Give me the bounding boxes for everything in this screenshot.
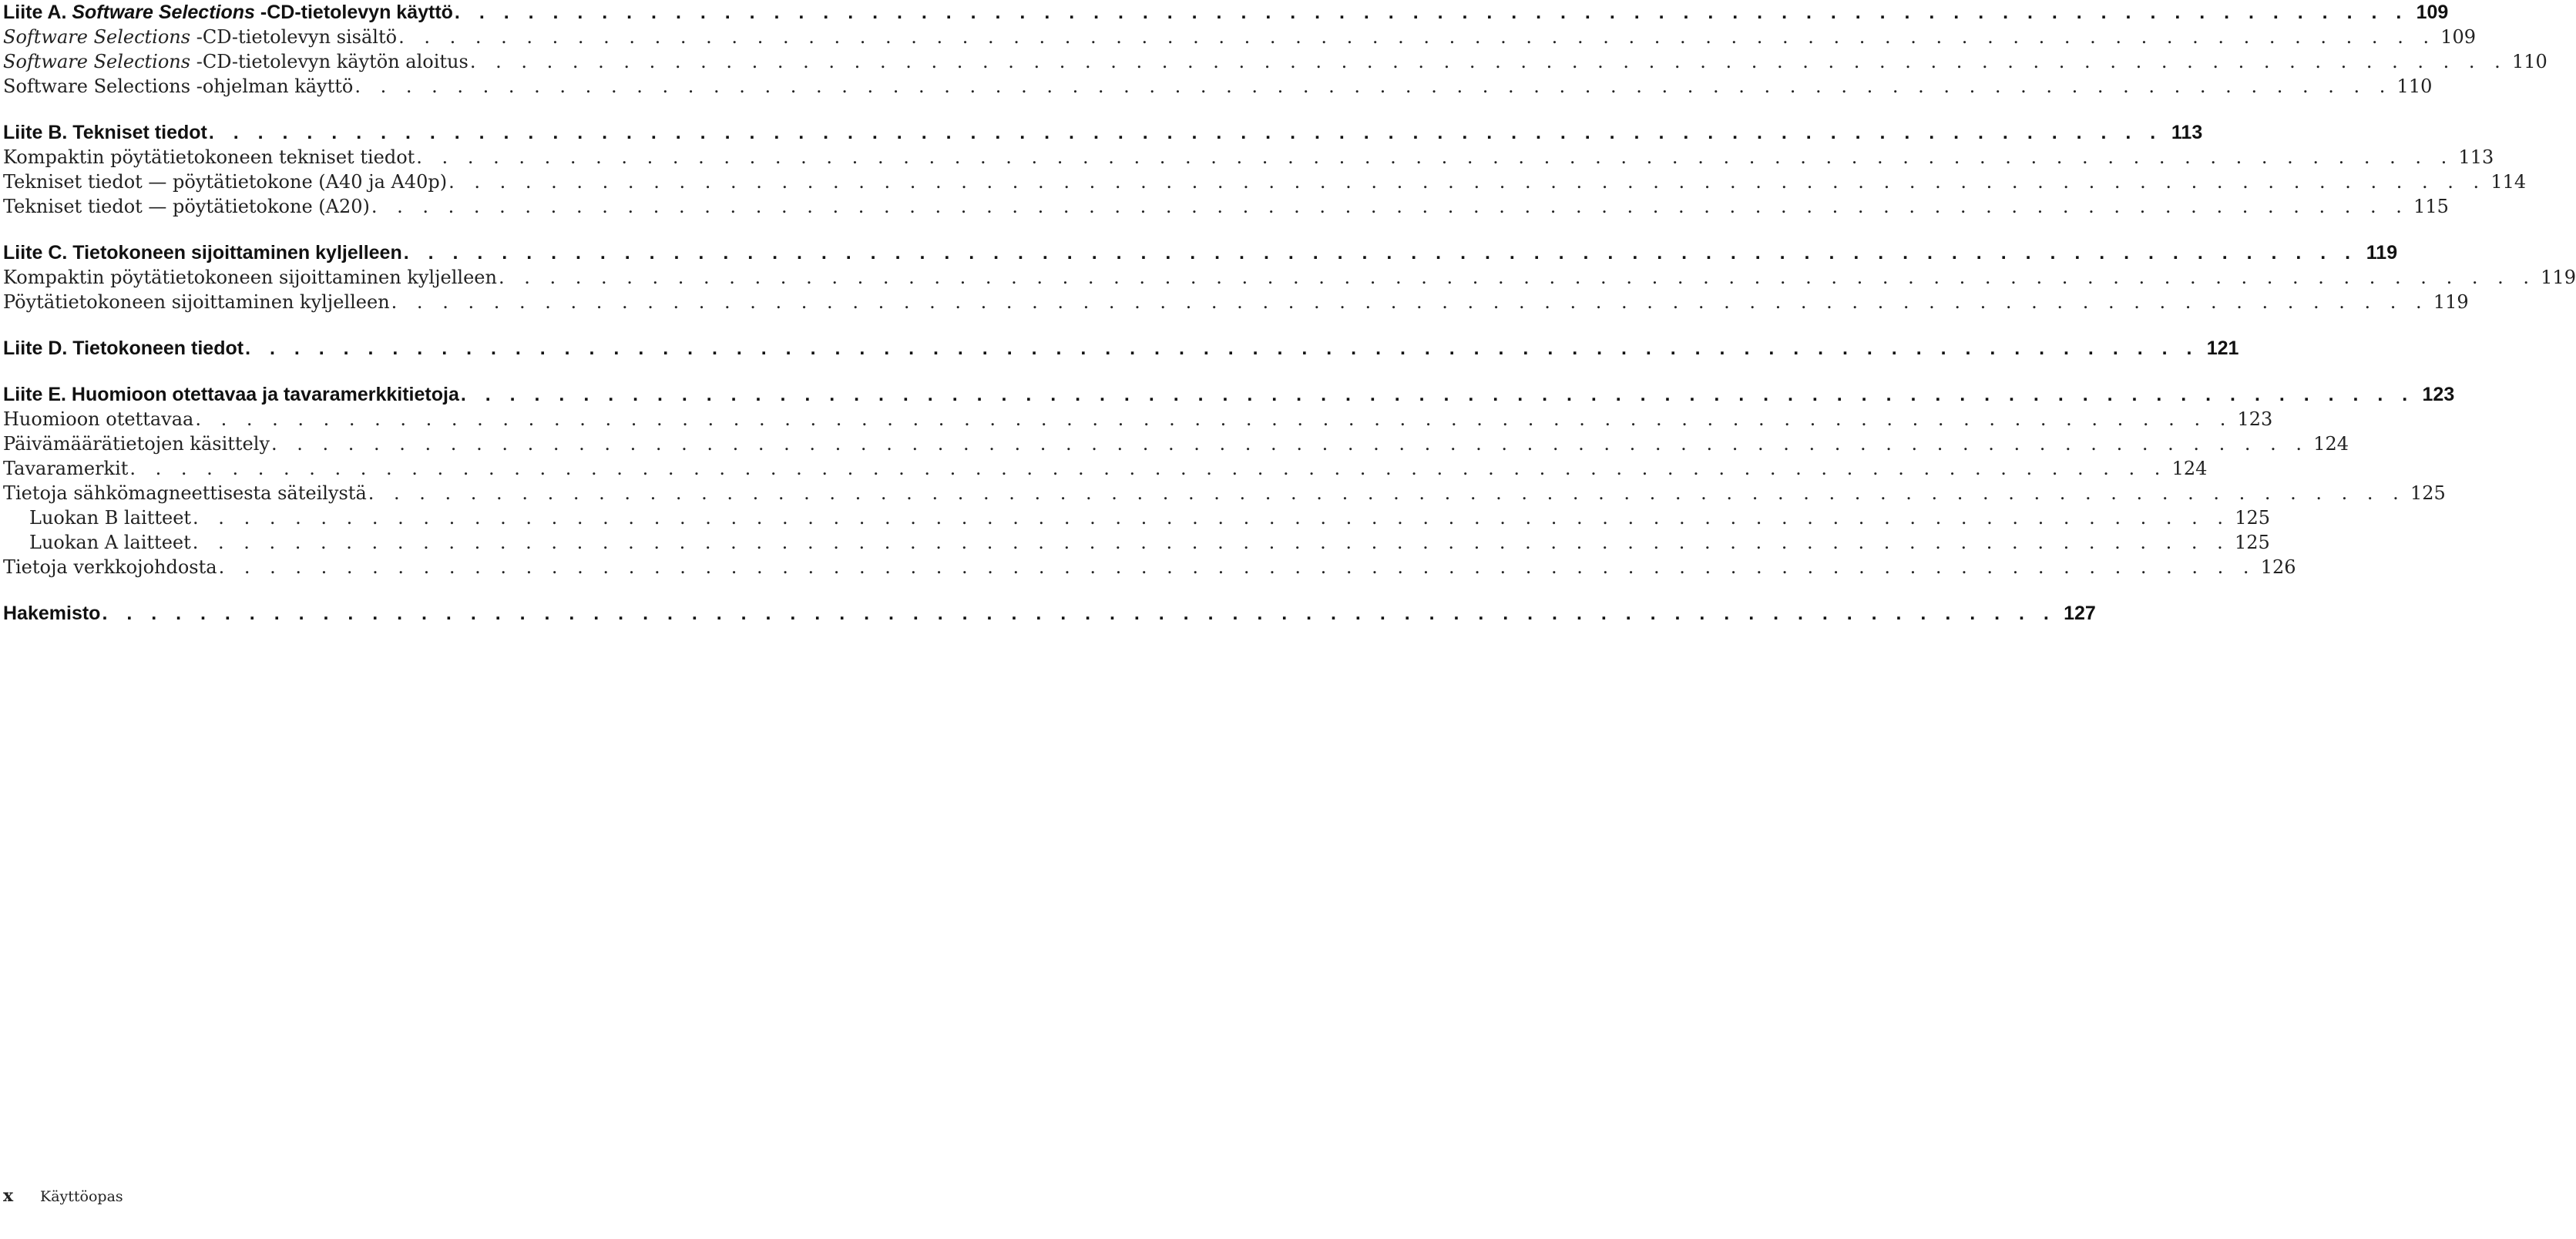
toc-page-number: 123: [2422, 384, 2455, 405]
dot-leader: . . . . . . . . . . . . . . . . . . . . . . . . . . . . . . . . . . . . . . . . . . . . . . . . . . . . . . . . . . . . . . . . . . . . . . . . . . . . . . . .: [391, 291, 2429, 313]
toc-group: [3, 601, 2096, 626]
toc-entry-title: [3, 25, 397, 49]
toc-entry-title: [3, 74, 353, 99]
toc-entry-title: [3, 49, 469, 74]
toc-page-number: 123: [2237, 408, 2273, 430]
toc-entry-title: [3, 194, 370, 219]
toc-entry-title-text: Software Selections -ohjelman käyttö: [3, 76, 354, 97]
toc-entry-title: [3, 382, 459, 407]
toc-group: [3, 336, 2239, 361]
toc-entry-title-text: Liite C. Tietokoneen sijoittaminen kyljelleen: [3, 242, 402, 264]
toc-entry[interactable]: [3, 456, 2208, 481]
dot-leader: . . . . . . . . . . . . . . . . . . . . . . . . . . . . . . . . . . . . . . . . . . . . . . . . . . . . . . . . . . . . . . . . . . . . . . . . . . . . . . . .: [416, 146, 2454, 168]
toc-entry-title-text: Luokan B laitteet: [29, 507, 192, 529]
dot-leader: . . . . . . . . . . . . . . . . . . . . . . . . . . . . . . . . . . . . . . . . . . . . . . . . . . . . . . . . . . . . . . . . . . . . . . . . . . . . . . . .: [448, 171, 2487, 193]
toc-page-number: 121: [2206, 337, 2239, 359]
toc-entry-title: [3, 407, 193, 431]
toc-entry-title-text: Päivämäärätietojen käsittely: [3, 433, 270, 455]
dot-leader: . . . . . . . . . . . . . . . . . . . . . . . . . . . . . . . . . . . . . . . . . . . . . . . . . . . . . . . . . . . . . . . . . . . . . . . . . . . . . . . .: [469, 51, 2507, 72]
toc-entry-title-text: Tavaramerkit: [3, 458, 129, 479]
toc-entry-title: [3, 555, 217, 579]
toc-entry-title-text: Tietoja sähkömagneettisesta säteilystä: [3, 482, 367, 504]
toc-entry-title-text: Liite D. Tietokoneen tiedot: [3, 337, 244, 359]
toc-page-number: 127: [2064, 603, 2096, 624]
toc-entry-title: [3, 120, 207, 145]
dot-leader: . . . . . . . . . . . . . . . . . . . . . . . . . . . . . . . . . . . . . . . . . . . . . . . . . . . . . . . . . . . . . . . . . . . . . . . . . . . . . . . .: [368, 482, 2406, 504]
dot-leader: . . . . . . . . . . . . . . . . . . . . . . . . . . . . . . . . . . . . . . . . . . . . . . . . . . . . . . . . . . . . . . . . . . . . . . . . . . . . . . . .: [498, 267, 2536, 288]
toc-group: [3, 0, 2547, 99]
dot-leader: . . . . . . . . . . . . . . . . . . . . . . . . . . . . . . . . . . . . . . . . . . . . . . . . . . . . . . . . . . . . . . . . . . . . . . . . . . . . . . . .: [403, 242, 2358, 264]
toc-page-number: 115: [2413, 196, 2449, 217]
toc-entry-title: [3, 145, 415, 170]
toc-page-number: 125: [2410, 482, 2446, 504]
toc-chapter-entry[interactable]: [3, 336, 2239, 361]
toc-group: [3, 382, 2455, 579]
toc-group: [3, 240, 2576, 314]
toc-entry[interactable]: [3, 407, 2273, 431]
dot-leader: . . . . . . . . . . . . . . . . . . . . . . . . . . . . . . . . . . . . . . . . . . . . . . . . . . . . . . . . . . . . . . . . . . . . . . . . . . . . . . . .: [218, 556, 2256, 578]
toc-entry-title-text: -CD-tietolevyn sisältö: [190, 26, 398, 48]
toc-entry[interactable]: [3, 145, 2494, 170]
toc-entry-title-text: Tekniset tiedot — pöytätietokone (A40 ja A40p): [3, 171, 448, 193]
footer-book-title: Käyttöopas: [40, 1188, 123, 1205]
toc-entry[interactable]: [3, 170, 2527, 194]
toc-entry-title-text: Liite E. Huomioon otettavaa ja tavaramerkkitietoja: [3, 384, 459, 405]
toc-entry-title: [3, 0, 453, 25]
toc-entry-title-emphasis: Software Selections: [3, 26, 191, 48]
toc-entry-title: [3, 170, 447, 194]
dot-leader: . . . . . . . . . . . . . . . . . . . . . . . . . . . . . . . . . . . . . . . . . . . . . . . . . . . . . . . . . . . . . . . . . . . . . . . . . . . . . . . .: [192, 532, 2230, 553]
toc-entry-title-text: Kompaktin pöytätietokoneen tekniset tiedot: [3, 146, 415, 168]
toc-entry-title-text: Huomioon otettavaa: [3, 408, 194, 430]
toc-entry-title: [3, 240, 402, 265]
toc-entry-title: [29, 505, 191, 530]
toc-page-number: 110: [2512, 51, 2547, 72]
toc-chapter-entry[interactable]: [3, 382, 2455, 407]
toc-entry[interactable]: [3, 194, 2449, 219]
toc-entry[interactable]: [3, 49, 2547, 74]
toc-entry-title-text: -CD-tietolevyn käyttö: [254, 2, 453, 23]
dot-leader: . . . . . . . . . . . . . . . . . . . . . . . . . . . . . . . . . . . . . . . . . . . . . . . . . . . . . . . . . . . . . . . . . . . . . . . . . . . . . . . .: [271, 433, 2309, 455]
toc-entry-title: [3, 290, 390, 314]
toc-entry[interactable]: [3, 25, 2477, 49]
toc-chapter-entry[interactable]: [3, 120, 2203, 145]
dot-leader: . . . . . . . . . . . . . . . . . . . . . . . . . . . . . . . . . . . . . . . . . . . . . . . . . . . . . . . . . . . . . . . . . . . . . . . . . . . . . . . .: [398, 26, 2437, 48]
toc-page-number: 124: [2171, 458, 2208, 479]
toc-entry-title: [3, 456, 128, 481]
toc-entry-title-text: Pöytätietokoneen sijoittaminen kyljelleen: [3, 291, 390, 313]
toc-page-number: 125: [2234, 532, 2270, 553]
table-of-contents: [3, 0, 2576, 647]
dot-leader: . . . . . . . . . . . . . . . . . . . . . . . . . . . . . . . . . . . . . . . . . . . . . . . . . . . . . . . . . . . . . . . . . . . . . . . . . . . . . . . .: [354, 76, 2393, 97]
dot-leader: . . . . . . . . . . . . . . . . . . . . . . . . . . . . . . . . . . . . . . . . . . . . . . . . . . . . . . . . . . . . . . . . . . . . . . . . . . . . . . . .: [102, 603, 2056, 624]
page-footer: [3, 1186, 123, 1206]
toc-entry[interactable]: [3, 530, 2270, 555]
toc-entry[interactable]: [3, 481, 2446, 505]
toc-page-number: 124: [2313, 433, 2349, 455]
toc-entry-title-text: -CD-tietolevyn käytön aloitus: [190, 51, 469, 72]
toc-entry[interactable]: [3, 290, 2469, 314]
dot-leader: . . . . . . . . . . . . . . . . . . . . . . . . . . . . . . . . . . . . . . . . . . . . . . . . . . . . . . . . . . . . . . . . . . . . . . . . . . . . . . . .: [454, 2, 2409, 23]
toc-entry-title-text: Liite A.: [3, 2, 72, 23]
toc-entry-title-emphasis: Software Selections: [72, 2, 255, 23]
toc-entry-title-emphasis: Software Selections: [3, 51, 191, 72]
dot-leader: . . . . . . . . . . . . . . . . . . . . . . . . . . . . . . . . . . . . . . . . . . . . . . . . . . . . . . . . . . . . . . . . . . . . . . . . . . . . . . . .: [208, 122, 2163, 143]
toc-chapter-entry[interactable]: [3, 601, 2096, 626]
toc-page-number: 110: [2396, 76, 2433, 97]
toc-entry-title: [3, 481, 367, 505]
toc-entry[interactable]: [3, 265, 2576, 290]
toc-entry-title-text: Tekniset tiedot — pöytätietokone (A20): [3, 196, 370, 217]
toc-entry-title: [3, 265, 497, 290]
toc-entry-title-text: Liite B. Tekniset tiedot: [3, 122, 207, 143]
toc-entry-title: [3, 601, 100, 626]
dot-leader: . . . . . . . . . . . . . . . . . . . . . . . . . . . . . . . . . . . . . . . . . . . . . . . . . . . . . . . . . . . . . . . . . . . . . . . . . . . . . . . .: [460, 384, 2415, 405]
toc-entry-title: [29, 530, 191, 555]
toc-page-number: 109: [2440, 26, 2477, 48]
toc-entry-title: [3, 336, 243, 361]
toc-entry-title-text: Kompaktin pöytätietokoneen sijoittaminen kyljelleen: [3, 267, 497, 288]
toc-chapter-entry[interactable]: [3, 240, 2398, 265]
toc-page-number: 119: [2541, 267, 2576, 288]
toc-page-number: 109: [2416, 2, 2449, 23]
toc-page-number: 114: [2490, 171, 2527, 193]
dot-leader: . . . . . . . . . . . . . . . . . . . . . . . . . . . . . . . . . . . . . . . . . . . . . . . . . . . . . . . . . . . . . . . . . . . . . . . . . . . . . . . .: [195, 408, 2233, 430]
toc-page-number: 126: [2260, 556, 2296, 578]
toc-page-number: 113: [2458, 146, 2494, 168]
footer-page-number: x: [3, 1186, 14, 1206]
dot-leader: . . . . . . . . . . . . . . . . . . . . . . . . . . . . . . . . . . . . . . . . . . . . . . . . . . . . . . . . . . . . . . . . . . . . . . . . . . . . . . . .: [193, 507, 2231, 529]
toc-group: [3, 120, 2527, 219]
toc-entry-title-text: Tietoja verkkojohdosta: [3, 556, 217, 578]
dot-leader: . . . . . . . . . . . . . . . . . . . . . . . . . . . . . . . . . . . . . . . . . . . . . . . . . . . . . . . . . . . . . . . . . . . . . . . . . . . . . . . .: [245, 337, 2199, 359]
toc-entry[interactable]: [3, 505, 2271, 530]
toc-entry[interactable]: [3, 74, 2433, 99]
toc-page-number: 113: [2171, 122, 2203, 143]
toc-page-number: 119: [2366, 242, 2398, 264]
toc-page-number: 125: [2235, 507, 2271, 529]
toc-entry-title-text: Hakemisto: [3, 603, 101, 624]
toc-chapter-entry[interactable]: [3, 0, 2449, 25]
toc-entry[interactable]: [3, 555, 2296, 579]
toc-entry-title: [3, 431, 270, 456]
toc-entry[interactable]: [3, 431, 2349, 456]
dot-leader: . . . . . . . . . . . . . . . . . . . . . . . . . . . . . . . . . . . . . . . . . . . . . . . . . . . . . . . . . . . . . . . . . . . . . . . . . . . . . . . .: [371, 196, 2409, 217]
toc-page-number: 119: [2433, 291, 2469, 313]
dot-leader: . . . . . . . . . . . . . . . . . . . . . . . . . . . . . . . . . . . . . . . . . . . . . . . . . . . . . . . . . . . . . . . . . . . . . . . . . . . . . . . .: [129, 458, 2168, 479]
toc-entry-title-text: Luokan A laitteet: [29, 532, 191, 553]
